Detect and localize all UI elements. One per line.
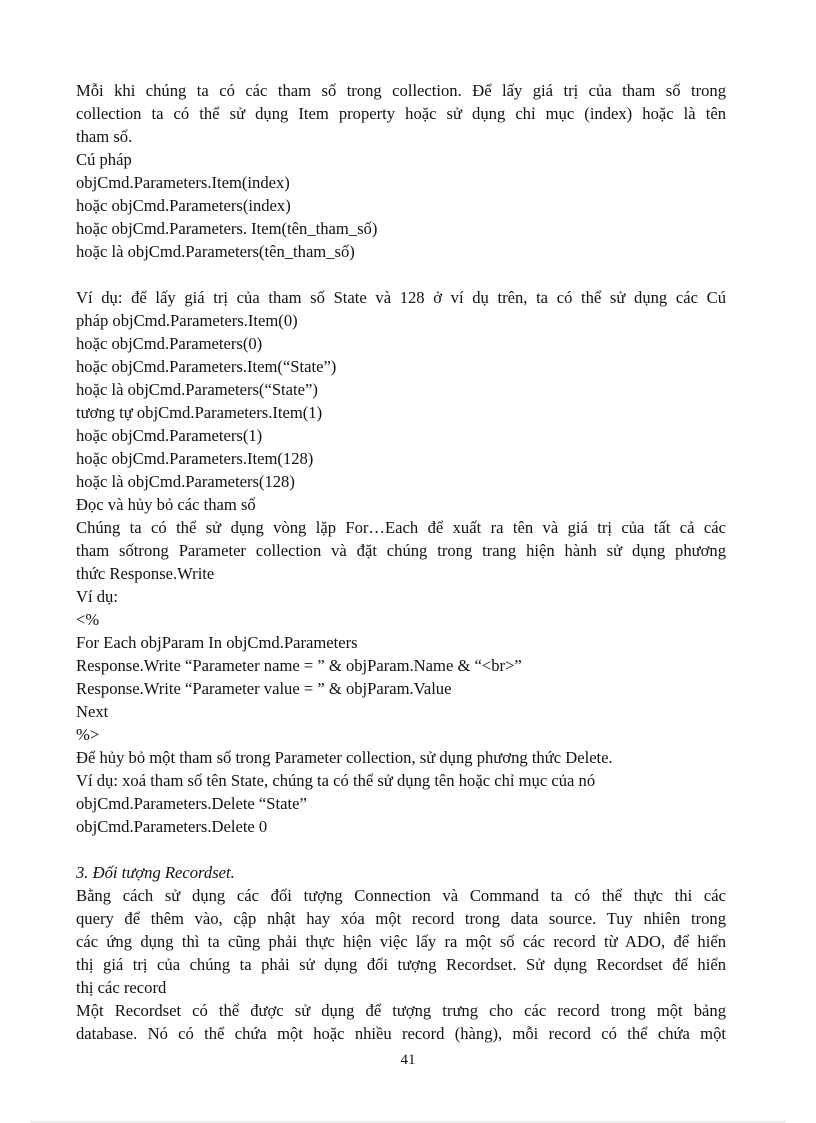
- paragraph-line: thị các record: [76, 978, 167, 997]
- code-line: Ví dụ:: [76, 587, 118, 606]
- paragraph-line: Mỗi khi chúng ta có các tham số trong collection. Để lấy giá trị của tham số trong: [76, 81, 726, 100]
- code-line: tương tự objCmd.Parameters.Item(1): [76, 403, 323, 422]
- spacer: [76, 838, 726, 861]
- document-body: [76, 79, 726, 1045]
- code-line: pháp objCmd.Parameters.Item(0): [76, 311, 298, 330]
- code-line: objCmd.Parameters.Delete 0: [76, 817, 268, 836]
- paragraph-line: thị giá trị của chúng ta phải sử dụng đối tượng Recordset. Sử dụng Recordset để hiển: [76, 955, 726, 974]
- section-heading: 3. Đối tượng Recordset.: [76, 863, 235, 882]
- code-line: hoặc objCmd.Parameters(index): [76, 196, 291, 215]
- code-line: Response.Write “Parameter name = ” & objParam.Name & “<br>”: [76, 656, 522, 675]
- paragraph-line: tham số.: [76, 127, 133, 146]
- code-line: For Each objParam In objCmd.Parameters: [76, 633, 358, 652]
- code-line: %>: [76, 725, 100, 744]
- code-line: hoặc objCmd.Parameters. Item(tên_tham_số): [76, 219, 378, 238]
- code-line: hoặc objCmd.Parameters(1): [76, 426, 263, 445]
- code-line: Response.Write “Parameter value = ” & objParam.Value: [76, 679, 452, 698]
- paragraph-line: query để thêm vào, cập nhật hay xóa một record trong data source. Tuy nhiên trong: [76, 909, 726, 928]
- code-line: Next: [76, 702, 109, 721]
- paragraph-line: Ví dụ: xoá tham số tên State, chúng ta có thể sử dụng tên hoặc chỉ mục của nó: [76, 771, 596, 790]
- code-line: hoặc objCmd.Parameters.Item(“State”): [76, 357, 337, 376]
- paragraph-line: Ví dụ: để lấy giá trị của tham số State và 128 ở ví dụ trên, ta có thể sử dụng các Cú: [76, 288, 726, 307]
- paragraph-line: Bằng cách sử dụng các đối tượng Connection và Command ta có thể thực thi các: [76, 886, 726, 905]
- code-line: objCmd.Parameters.Delete “State”: [76, 794, 307, 813]
- paragraph-line: tham sốtrong Parameter collection và đặt chúng trong trang hiện hành sử dụng phương: [76, 541, 726, 560]
- subheading: Đọc và hủy bỏ các tham số: [76, 495, 256, 514]
- paragraph-line: các ứng dụng thì ta cũng phải thực hiện việc lấy ra một số các record từ ADO, để hiển: [76, 932, 726, 951]
- code-line: hoặc là objCmd.Parameters(128): [76, 472, 295, 491]
- code-line: objCmd.Parameters.Item(index): [76, 173, 290, 192]
- code-line: <%: [76, 610, 100, 629]
- spacer: [76, 263, 726, 286]
- paragraph-line: Một Recordset có thể được sử dụng để tượng trưng cho các record trong một bảng: [76, 1001, 726, 1020]
- paragraph-line: Để hủy bỏ một tham số trong Parameter collection, sử dụng phương thức Delete.: [76, 748, 613, 767]
- code-line: hoặc objCmd.Parameters(0): [76, 334, 263, 353]
- paragraph-line: collection ta có thể sử dụng Item property hoặc sử dụng chỉ mục (index) hoặc là tên: [76, 104, 726, 123]
- paragraph-line: Chúng ta có thể sử dụng vòng lặp For…Each để xuất ra tên và giá trị của tất cả các: [76, 518, 726, 537]
- paragraph-line: thức Response.Write: [76, 564, 215, 583]
- code-line: hoặc là objCmd.Parameters(“State”): [76, 380, 318, 399]
- code-line: hoặc là objCmd.Parameters(tên_tham_số): [76, 242, 355, 261]
- page-number: 41: [400, 1052, 416, 1068]
- paragraph-line: database. Nó có thể chứa một hoặc nhiều record (hàng), mỗi record có thể chứa một: [76, 1024, 726, 1043]
- code-line: hoặc objCmd.Parameters.Item(128): [76, 449, 314, 468]
- syntax-label: Cú pháp: [76, 150, 132, 169]
